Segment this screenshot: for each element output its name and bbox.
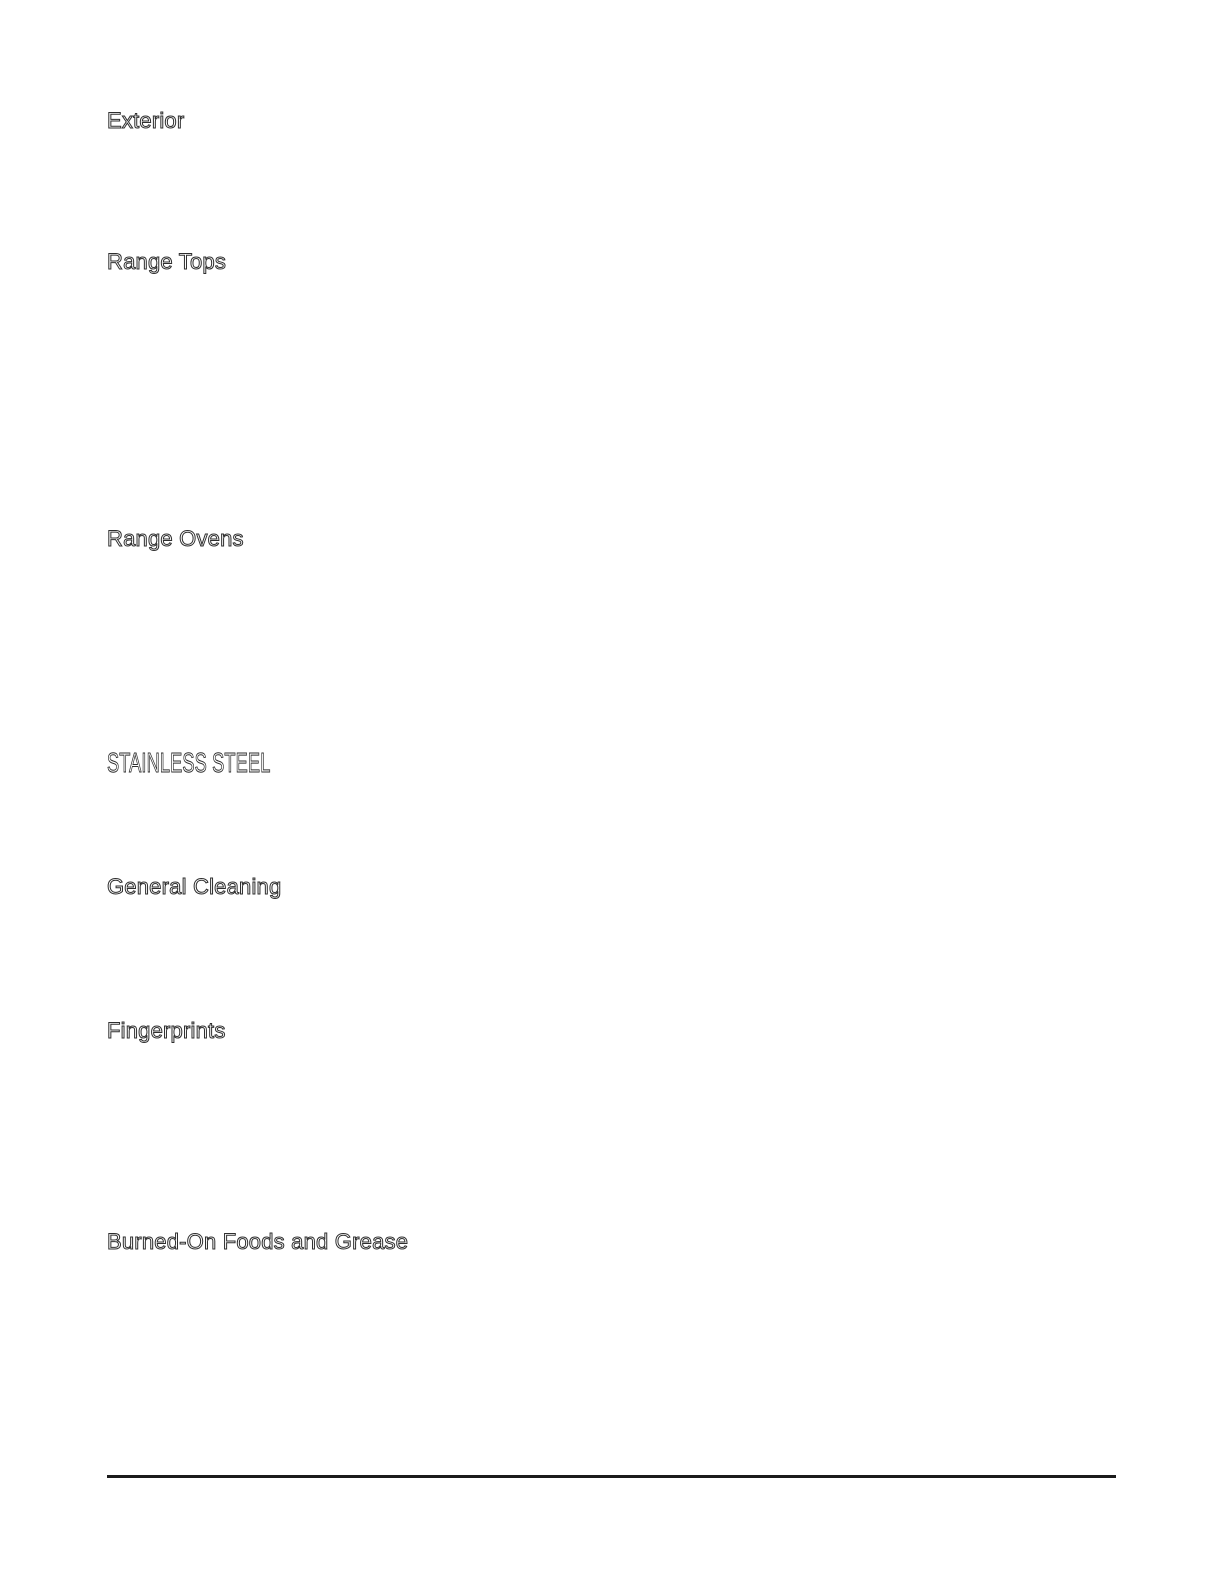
footer-divider-rule bbox=[107, 1475, 1116, 1478]
heading-exterior: Exterior bbox=[107, 108, 185, 133]
heading-general-cleaning: General Cleaning bbox=[107, 874, 282, 899]
heading-range-tops: Range Tops bbox=[107, 249, 227, 274]
heading-burned-on-foods-and-grease: Burned-On Foods and Grease bbox=[107, 1229, 409, 1254]
heading-stainless-steel: STAINLESS STEEL bbox=[107, 747, 271, 778]
heading-fingerprints: Fingerprints bbox=[107, 1018, 226, 1043]
heading-range-ovens: Range Ovens bbox=[107, 526, 244, 551]
